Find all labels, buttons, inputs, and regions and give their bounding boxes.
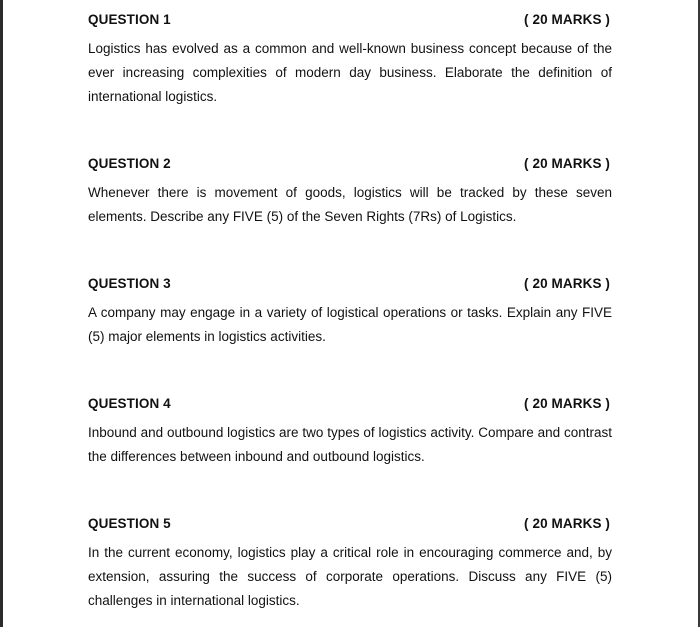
question-5 xyxy=(88,516,612,613)
question-title: QUESTION 2 xyxy=(88,156,171,171)
question-text: In the current economy, logistics play a critical role in encouraging commerce and, by extension, assuring the success of corporate operations. Discuss any FIVE (5) challenges in international logistics. xyxy=(88,545,612,608)
question-title: QUESTION 4 xyxy=(88,396,171,411)
question-3 xyxy=(88,276,612,349)
question-marks: ( 20 MARKS ) xyxy=(524,276,610,291)
question-header xyxy=(88,12,612,34)
page-edge-left xyxy=(0,0,3,627)
question-text: Whenever there is movement of goods, logistics will be tracked by these seven elements. Describe any FIVE (5) of the Seven Rights (7Rs) of Logistics. xyxy=(88,185,612,224)
question-text: Inbound and outbound logistics are two types of logistics activity. Compare and contrast the differences between inbound and outbound logistics. xyxy=(88,425,612,464)
question-marks: ( 20 MARKS ) xyxy=(524,12,610,27)
question-marks: ( 20 MARKS ) xyxy=(524,516,610,531)
question-title: QUESTION 1 xyxy=(88,12,171,27)
question-header xyxy=(88,156,612,178)
question-4 xyxy=(88,396,612,469)
question-header xyxy=(88,276,612,298)
question-header xyxy=(88,396,612,418)
question-text: A company may engage in a variety of logistical operations or tasks. Explain any FIVE (5) major elements in logistics activities. xyxy=(88,305,612,344)
question-1 xyxy=(88,12,612,109)
question-marks: ( 20 MARKS ) xyxy=(524,396,610,411)
question-title: QUESTION 3 xyxy=(88,276,171,291)
question-header xyxy=(88,516,612,538)
question-2 xyxy=(88,156,612,229)
question-text: Logistics has evolved as a common and well-known business concept because of the ever increasing complexities of modern day business. Elaborate the definition of international logistics. xyxy=(88,41,612,104)
question-marks: ( 20 MARKS ) xyxy=(524,156,610,171)
question-title: QUESTION 5 xyxy=(88,516,171,531)
